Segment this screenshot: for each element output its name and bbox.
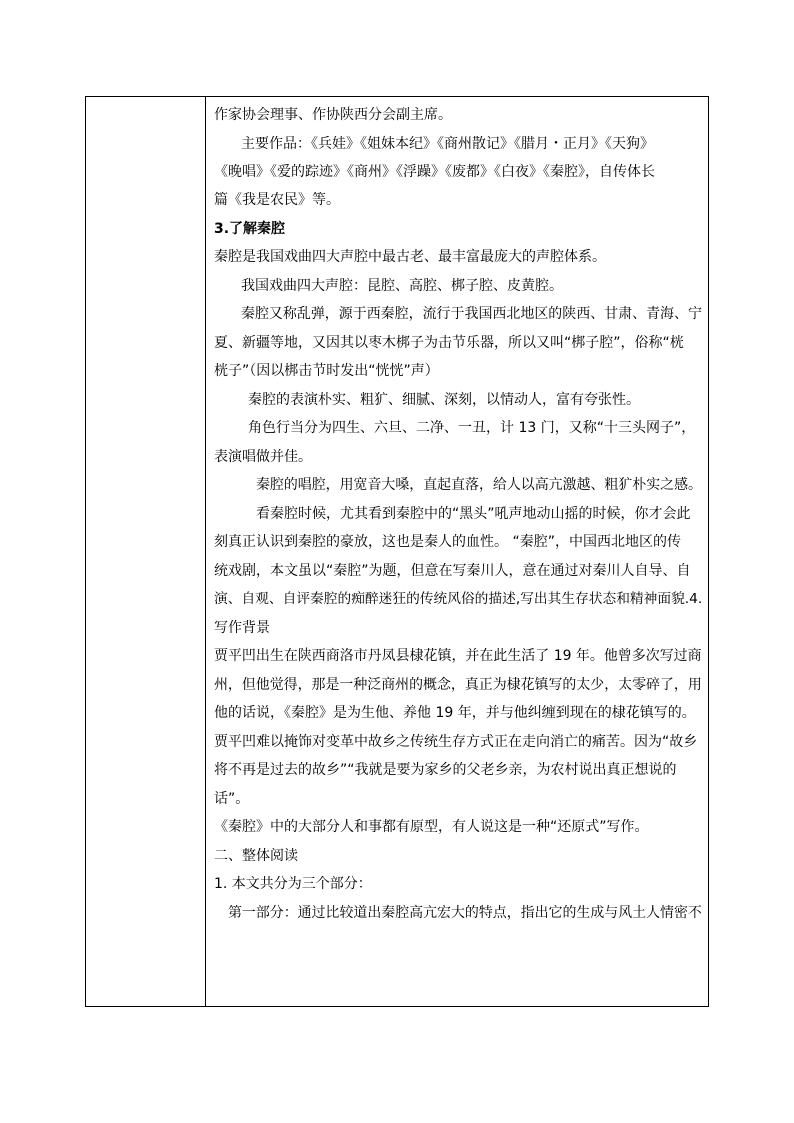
text-line: 他的话说，《秦腔》是为生他、养他 19 年，并与他纠缠到现在的棣花镇写的。	[214, 705, 696, 721]
text-line: 角色行当分为四生、六旦、二净、一丑，计 13 门，又称“十三头网子”，	[248, 420, 696, 436]
section-heading: 3.了解秦腔	[214, 221, 286, 237]
list-heading: 1. 本文共分为三个部分：	[214, 876, 372, 892]
text-line: 秦腔的唱腔，用宽音大嗓，直起直落，给人以高亢激越、粗犷朴实之感。	[256, 477, 702, 493]
text-line: 演、自观、自评秦腔的痴醉迷狂的传统风俗的描述,写出其生存状态和精神面貌.4.	[214, 591, 703, 607]
text-line: 桄子”（因以梆击节时发出“恍恍”声）	[214, 363, 439, 379]
text-line: 作家协会理事、作协陕西分会副主席。	[214, 107, 452, 123]
section-heading: 二、整体阅读	[214, 848, 298, 864]
text-line: 夏、新疆等地，又因其以枣木梆子为击节乐器，所以又叫“梆子腔”，俗称“桄	[214, 335, 684, 351]
right-column-cell	[206, 97, 708, 1006]
text-line: 我国戏曲四大声腔：昆腔、高腔、梆子腔、皮黄腔。	[241, 278, 563, 294]
text-line: 话”。	[214, 791, 250, 807]
text-line: 秦腔是我国戏曲四大声腔中最古老、最丰富最庞大的声腔体系。	[214, 249, 606, 265]
text-line: 秦腔又称乱弹，源于西秦腔，流行于我国西北地区的陕西、甘肃、青海、宁	[241, 306, 702, 322]
left-column-cell	[86, 97, 206, 1006]
text-line: 统戏剧，本文虽以“秦腔”为题，但意在写秦川人，意在通过对秦川人自导、自	[214, 563, 691, 579]
text-line: 写作背景	[214, 620, 270, 636]
content-table	[85, 96, 709, 1007]
text-line: 第一部分：通过比较道出秦腔高亢宏大的特点，指出它的生成与风土人情密不	[228, 905, 702, 921]
text-line: 将不再是过去的故乡”“我就是要为家乡的父老乡亲，为农村说出真正想说的	[214, 762, 677, 778]
text-line: 州，但他觉得，那是一种泛商州的概念，真正为棣花镇写的太少，太零碎了，用	[214, 677, 702, 693]
text-line: 《晚唱》《爱的踪迹》《商州》《浮躁》《废都》《白夜》《秦腔》，自传体长	[214, 164, 655, 180]
text-line: 主要作品：《兵娃》《姐妹本纪》《商州散记》《腊月・正月》《天狗》	[241, 136, 654, 152]
text-line: 贾平凹出生在陕西商洛市丹凤县棣花镇，并在此生活了 19 年。他曾多次写过商	[214, 648, 702, 664]
text-line: 表演唱做并佳。	[214, 449, 312, 465]
text-line: 看秦腔时候，尤其看到秦腔中的“黑头”吼声地动山摇的时候，你才会此	[256, 506, 691, 522]
text-line: 《秦腔》中的大部分人和事都有原型，有人说这是一种“还原式”写作。	[214, 819, 649, 835]
text-line: 篇《我是农民》等。	[214, 192, 340, 208]
text-line: 秦腔的表演朴实、粗犷、细腻、深刻，以情动人，富有夸张性。	[248, 392, 640, 408]
text-line: 贾平凹难以掩饰对变革中故乡之传统生存方式正在走向消亡的痛苦。因为“故乡	[214, 734, 698, 750]
text-line: 刻真正认识到秦腔的豪放，这也是秦人的血性。 “秦腔”，中国西北地区的传	[214, 534, 681, 550]
